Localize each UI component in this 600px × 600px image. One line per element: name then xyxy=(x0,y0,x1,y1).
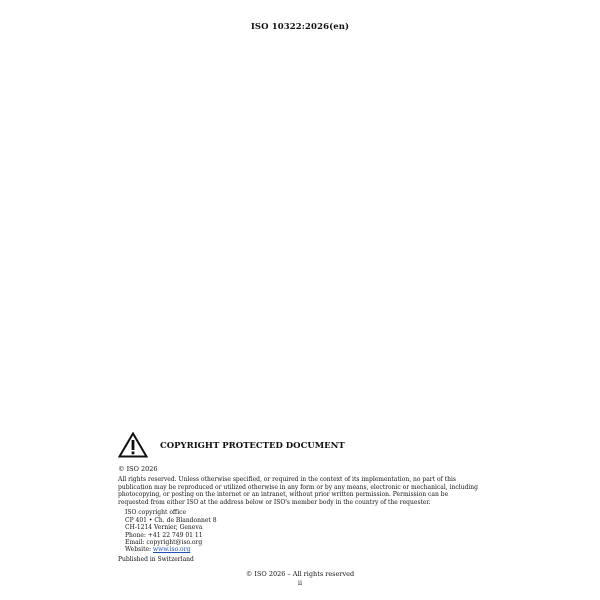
address-street: CP 401 • Ch. de Blandonnet 8 xyxy=(125,516,217,524)
website-link[interactable]: www.iso.org xyxy=(152,546,191,554)
address-phone: Phone: +41 22 749 01 11 xyxy=(125,531,203,539)
page-number: ii xyxy=(297,579,303,587)
page-footer xyxy=(0,570,600,588)
document-id-header: ISO 10322:2026(en) xyxy=(250,22,350,32)
copyright-office-address xyxy=(125,509,488,553)
copyright-block xyxy=(118,430,488,563)
website-label: Website: xyxy=(125,546,153,554)
published-location: Published in Switzerland xyxy=(118,555,194,563)
address-website xyxy=(125,546,488,553)
footer-rights: © ISO 2026 – All rights reserved xyxy=(245,570,355,578)
copyright-title: COPYRIGHT PROTECTED DOCUMENT xyxy=(160,441,345,451)
copyright-year: © ISO 2026 xyxy=(118,465,158,473)
address-email: Email: copyright@iso.org xyxy=(125,539,203,546)
warning-triangle-icon xyxy=(118,432,148,458)
copyright-notice: All rights reserved. Unless otherwise specified, or required in the context of its implementation, no part of this publication may be reproduced or utilized otherwise in any form or by any means, electronic or mechanical, including photocopying, or posting on the internet or an intranet, without prior written permission. Permission can be requested from either ISO at the address below or ISO's member body in the country of the requester. xyxy=(118,476,478,506)
copyright-heading xyxy=(118,430,488,460)
address-office: ISO copyright office xyxy=(125,509,187,517)
address-city: CH-1214 Vernier, Geneva xyxy=(125,524,203,532)
